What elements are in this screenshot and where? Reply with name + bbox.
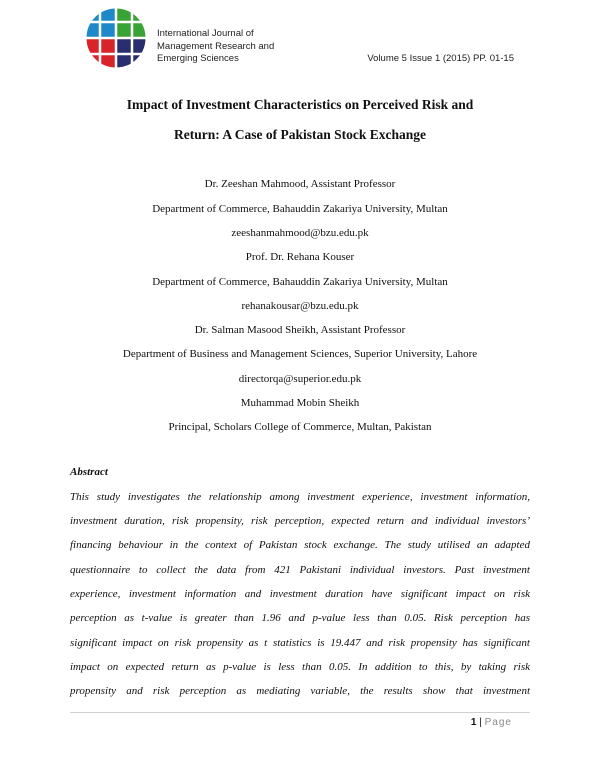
abstract-line: perception as t-value is greater than 1.96 and p-value less than 0.05. Risk perception has xyxy=(70,612,530,624)
page-label: Page xyxy=(484,717,512,728)
journal-name-line: Emerging Sciences xyxy=(157,53,239,64)
author-affiliation: Principal, Scholars College of Commerce, Multan, Pakistan xyxy=(168,421,432,433)
journal-name-line: International Journal of xyxy=(157,28,254,39)
abstract-line: impact on expected return as p-value is less than 0.05. In addition to this, by taking risk xyxy=(70,661,530,673)
journal-logo xyxy=(84,6,148,70)
abstract-line: experience, investment information and investment duration have significant impact on risk xyxy=(70,588,530,600)
abstract-line: significant impact on risk propensity as t statistics is 19.447 and risk propensity has significant xyxy=(70,637,530,649)
page-separator: | xyxy=(479,717,482,728)
page-number-value: 1 xyxy=(470,717,477,728)
author-affiliation: Department of Commerce, Bahauddin Zakariya University, Multan xyxy=(152,276,448,288)
author-name: Dr. Zeeshan Mahmood, Assistant Professor xyxy=(204,178,396,190)
author-email[interactable]: rehanakousar@bzu.edu.pk xyxy=(241,300,359,312)
author-email[interactable]: directorqa@superior.edu.pk xyxy=(238,373,362,385)
abstract-line: investment duration, risk propensity, risk perception, expected return and individual investors’ xyxy=(70,515,530,527)
footer-divider xyxy=(70,712,530,713)
author-affiliation: Department of Business and Management Sciences, Superior University, Lahore xyxy=(122,348,478,360)
volume-info: Volume 5 Issue 1 (2015) PP. 01-15 xyxy=(367,53,514,64)
abstract-line: propensity and risk perception as mediating variable, the results show that investment xyxy=(70,685,530,697)
author-name: Muhammad Mobin Sheikh xyxy=(240,397,360,409)
abstract-line: This study investigates the relationship among investment experience, investment information, xyxy=(70,491,530,503)
author-name: Prof. Dr. Rehana Kouser xyxy=(245,251,355,263)
abstract-heading: Abstract xyxy=(70,466,108,478)
page-number xyxy=(471,717,512,728)
author-email[interactable]: zeeshanmahmood@bzu.edu.pk xyxy=(231,227,369,239)
abstract-line: financing behaviour in the context of Pakistan stock exchange. The study utilised an adapted xyxy=(70,539,530,551)
author-name: Dr. Salman Masood Sheikh, Assistant Professor xyxy=(194,324,406,336)
author-affiliation: Department of Commerce, Bahauddin Zakariya University, Multan xyxy=(152,203,448,215)
abstract-line: questionnaire to collect the data from 421 Pakistani individual investors. Past investment xyxy=(70,564,530,576)
paper-title-line-2: Return: A Case of Pakistan Stock Exchange xyxy=(173,127,426,142)
journal-name xyxy=(157,28,274,66)
paper-title-line-1: Impact of Investment Characteristics on Perceived Risk and xyxy=(126,97,474,112)
journal-name-line: Management Research and xyxy=(157,40,275,52)
